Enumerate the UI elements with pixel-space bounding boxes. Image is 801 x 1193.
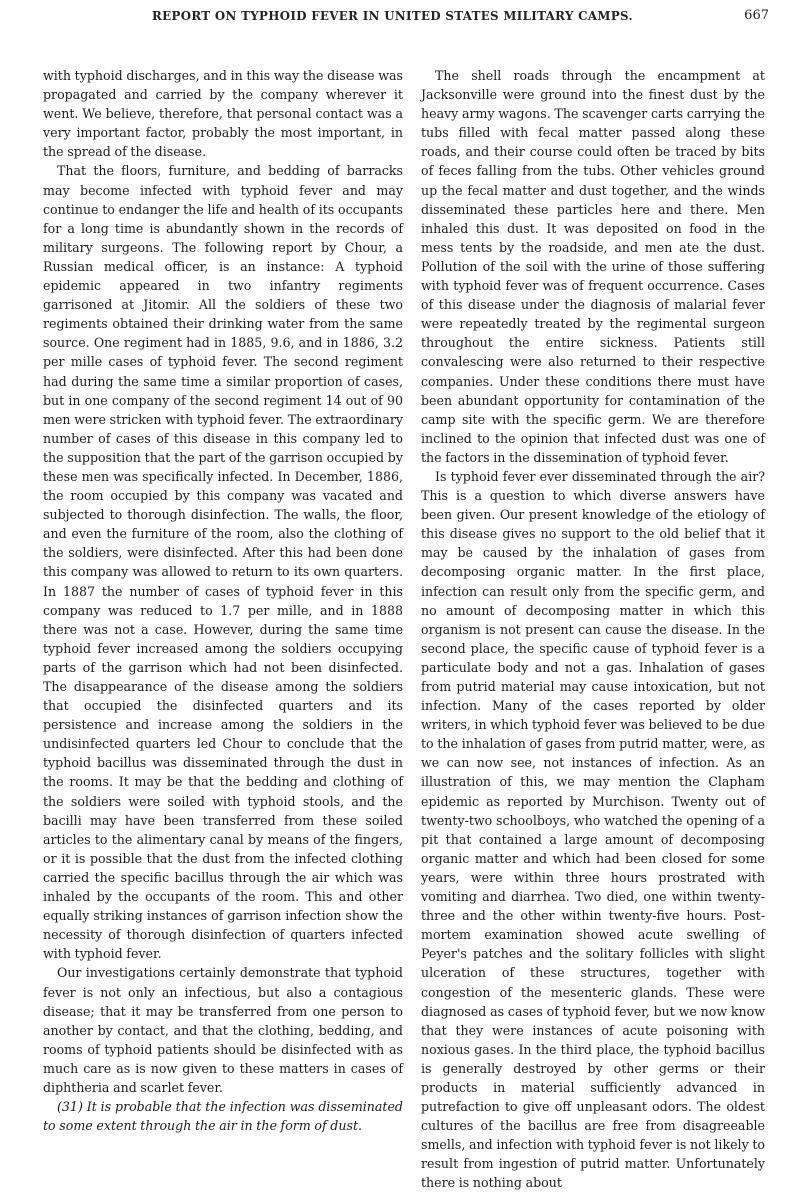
conclusion-paragraph [43,1097,403,1135]
running-title: REPORT ON TYPHOID FEVER IN UNITED STATES MILITARY CAMPS. [152,9,633,23]
left-column [43,66,403,1135]
conclusion-number: (31) [57,1099,83,1115]
paragraph: with typhoid discharges, and in this way the disease was propagated and carried by the company wherever it went. We believe, therefore, that personal contact was a very important factor, probably the most important, in the spread of the disease. [43,68,403,160]
conclusion-text: It is probable that the infection was disseminated to some extent through the air in the form of dust. [43,1099,403,1134]
paragraph: The shell roads through the encampment at Jacksonville were ground into the finest dust by the heavy army wagons. The scavenger carts carrying the tubs filled with fecal matter passed along these roads, and their course could often be traced by bits of feces falling from the tubs. Other vehicles ground up the fecal matter and dust together, and the winds disseminated these particles here and there. Men inhaled this dust. It was deposited on food in the mess tents by the roadside, and men ate the dust. Pollution of the soil with the urine of those suffering with typhoid fever was of frequent occurrence. Cases of this disease under the diagnosis of malarial fever were repeatedly treated by the regimental surgeon throughout the entire sickness. Patients still convalescing were also returned to their respective companies. Under these conditions there must have been abundant opportunity for contamination of the camp site with the specific germ. We are therefore inclined to the opinion that infected dust was one of the factors in the dissemination of typhoid fever. [421,68,765,465]
paragraph: That the floors, furniture, and bedding of barracks may become infected with typhoid fever and may continue to endanger the life and health of its occupants for a long time is abundantly shown in the records of military surgeons. The following report by Chour, a Russian medical officer, is an instance: A typhoid epidemic appeared in two infantry regiments garrisoned at Jitomir. All the soldiers of these two regiments obtained their drinking water from the same source. One regiment had in 1885, 9.6, and in 1886, 3.2 per mille cases of typhoid fever. The second regiment had during the same time a similar proportion of cases, but in one company of the second regiment 14 out of 90 men were stricken with typhoid fever. The extraordinary number of cases of this disease in this company led to the supposition that the part of the garrison occupied by these men was specifically infected. In December, 1886, the room occupied by this company was vacated and subjected to thorough disinfection. The walls, the floor, and even the furniture of the room, also the clothing of the soldiers, were disinfected. After this had been done this company was allowed to return to its own quarters. In 1887 the number of cases of typhoid fever in this company was reduced to 1.7 per mille, and in 1888 there was not a case. However, during the same time typhoid fever increased among the soldiers occupying parts of the garrison which had not been disinfected. The disappearance of the disease among the soldiers that occupied the disinfected quarters and its persistence and increase among the soldiers in the undisinfected quarters led Chour to conclude that the typhoid bacillus was disseminated through the dust in the rooms. It may be that the bedding and clothing of the soldiers were soiled with typhoid stools, and the bacilli may have been transferred from these soiled articles to the alimentary canal by means of the fingers, or it is possible that the dust from the infected clothing carried the specific bacillus through the air which was inhaled by the occupants of the room. This and other equally striking instances of garrison infection show the necessity of thorough disinfection of quarters infected with typhoid fever. [43,163,403,962]
right-column [421,66,765,1193]
paragraph: Is typhoid fever ever disseminated through the air? This is a question to which diverse answers have been given. Our present knowledge of the etiology of this disease gives no support to the old belief that it may be caused by the inhalation of gases from decomposing organic matter. In the first place, infection can result only from the specific germ, and no amount of decomposing matter in which this organism is not present can cause the disease. In the second place, the specific cause of typhoid fever is a particulate body and not a gas. Inhalation of gases from putrid material may cause intoxication, but not infection. Many of the cases reported by older writers, in which typhoid fever was believed to be due to the inhalation of gases from putrid matter, were, as we can now see, not instances of infection. As an illustration of this, we may mention the Clapham epidemic as reported by Murchison. Twenty out of twenty-two schoolboys, who watched the opening of a pit that contained a large amount of decomposing organic matter and which had been closed for some years, were within three hours prostrated with vomiting and diarrhea. Two died, one within twenty-three and the other within twenty-five hours. Post-mortem examination showed acute swelling of Peyer's patches and the solitary follicles with slight ulceration of these structures, together with congestion of the mesenteric glands. These were diagnosed as cases of typhoid fever, but we now know that they were instances of acute poisoning with noxious gases. In the third place, the typhoid bacillus is generally destroyed by other germs or their products in material sufficiently advanced in putrefaction to give off unpleasant odors. The oldest cultures of the bacillus are free from disagreeable smells, and infection with typhoid fever is not likely to result from ingestion of putrid matter. Unfortunately there is nothing about [421,468,765,1191]
page-number: 667 [744,8,769,23]
paragraph: Our investigations certainly demonstrate that typhoid fever is not only an infectious, but also a contagious disease; that it may be transferred from one person to another by contact, and that the clothing, bedding, and rooms of typhoid patients should be disinfected with as much care as is now given to these matters in cases of diphtheria and scarlet fever. [43,965,403,1095]
